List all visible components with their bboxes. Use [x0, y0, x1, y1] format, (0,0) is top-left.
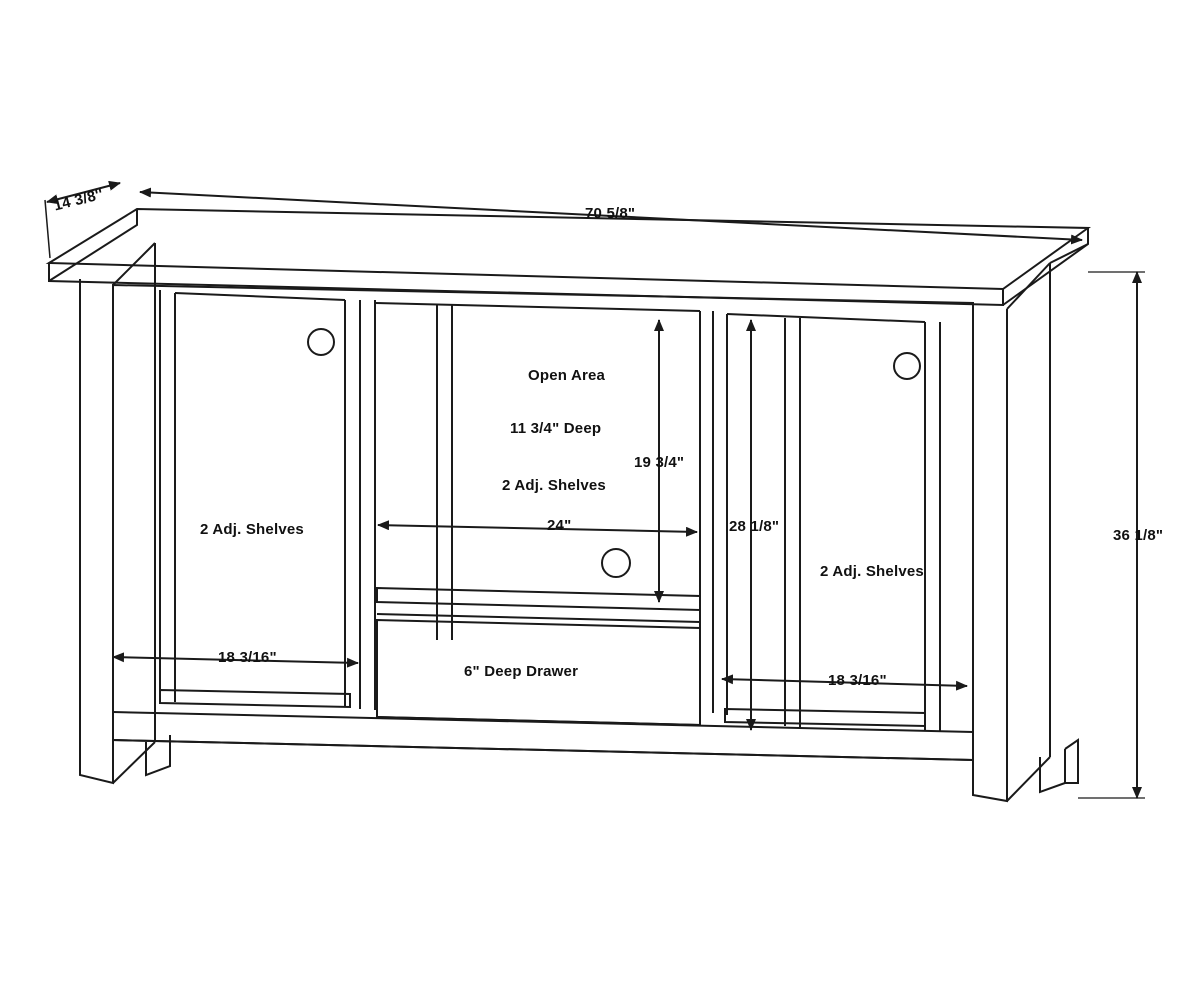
label-center-total-height: 28 1/8"	[729, 518, 780, 535]
drawer-bottom-edge	[377, 717, 700, 725]
left-leg-bottom-bevel	[113, 742, 155, 783]
dim-center-width	[378, 525, 697, 532]
label-left-shelves: 2 Adj. Shelves	[200, 521, 304, 538]
center-open-area-shelf	[377, 588, 700, 610]
bottom-rail-bottom	[113, 740, 973, 760]
center-opening-top	[375, 303, 700, 311]
label-right-bay-width: 18 3/16"	[828, 672, 887, 689]
center-knob	[602, 549, 630, 577]
left-door-knob	[308, 329, 334, 355]
label-overall-height: 36 1/8"	[1113, 527, 1164, 544]
label-right-shelves: 2 Adj. Shelves	[820, 563, 924, 580]
top-left-edge	[49, 209, 137, 281]
label-overall-depth: 14 3/8''	[52, 185, 106, 215]
right-bay-bottom-shelf	[725, 709, 925, 726]
dim-depth-ext-1	[45, 200, 50, 258]
left-door-top	[175, 293, 345, 300]
right-door-top	[727, 314, 925, 322]
label-center-opening-width: 24"	[547, 517, 572, 534]
label-overall-width: 70 5/8"	[585, 205, 636, 222]
right-leg-bottom-bevel	[1007, 757, 1050, 801]
top-surface	[49, 209, 1088, 289]
right-rear-foot	[1040, 749, 1065, 792]
label-open-area-shelves: 2 Adj. Shelves	[502, 477, 606, 494]
left-front-leg	[80, 279, 113, 783]
label-open-area: Open Area	[528, 367, 606, 384]
label-open-area-height: 19 3/4"	[634, 454, 685, 471]
right-front-leg	[973, 303, 1007, 801]
label-drawer: 6" Deep Drawer	[464, 663, 579, 680]
left-bay-bottom-shelf	[160, 690, 350, 707]
label-open-area-depth: 11 3/4" Deep	[510, 420, 602, 437]
right-door-knob	[894, 353, 920, 379]
right-rear-foot-side	[1065, 740, 1078, 783]
top-front-edge	[49, 263, 1003, 305]
right-top-connector	[1050, 244, 1088, 263]
label-left-bay-width: 18 3/16"	[218, 649, 277, 666]
